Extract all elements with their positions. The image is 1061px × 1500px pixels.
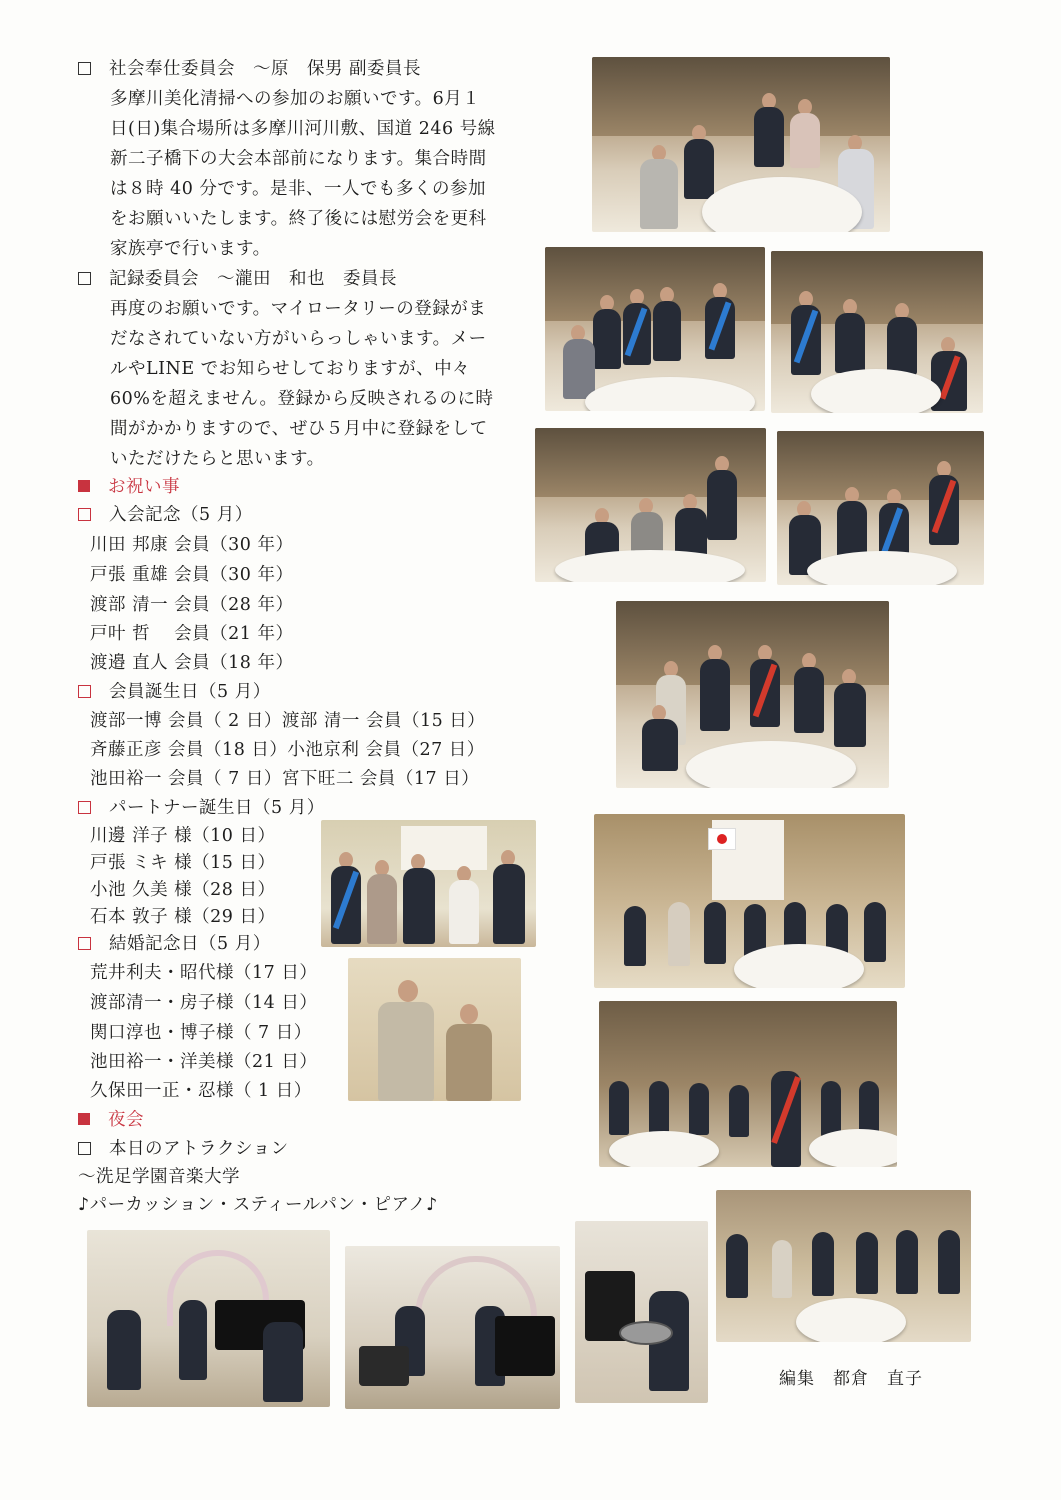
photo-party-group-4 <box>535 428 766 582</box>
photo-dance-hall-3 <box>716 1190 971 1342</box>
service-line-4: は８時 40 分です。是非、一人でも多くの参加 <box>110 179 486 199</box>
member-birthday-item: 渡部一博 会員（ 2 日）渡部 清一 会員（15 日） <box>90 711 486 731</box>
red-square-icon <box>78 480 90 492</box>
editor-credit: 編集 都倉 直子 <box>779 1369 923 1389</box>
photo-performance-2 <box>345 1246 560 1409</box>
member-birthday-item: 斉藤正彦 会員（18 日）小池京利 会員（27 日） <box>90 740 485 760</box>
record-line-5: 間がかかりますので、ぜひ５月中に登録をして <box>110 419 488 439</box>
record-committee-heading: 記録委員会 ～瀧田 和也 委員長 <box>78 264 397 294</box>
photo-dance-hall-1 <box>594 814 905 988</box>
record-line-1: 再度のお願いです。マイロータリーの登録がま <box>110 299 487 319</box>
membership-item: 渡部 清一 会員（28 年） <box>90 595 294 615</box>
service-line-2: 日(日)集合場所は多摩川河川敷、国道 246 号線 <box>110 119 496 139</box>
checkbox-icon <box>78 801 91 814</box>
photo-wedding-couple <box>348 958 521 1101</box>
record-line-4: 60%を超えません。登録から反映されるのに時 <box>110 389 494 409</box>
wedding-item: 渡部清一・房子様（14 日） <box>90 993 318 1013</box>
partner-birthday-item: 石本 敦子 様（29 日） <box>90 907 276 927</box>
service-line-6: 家族亭で行います。 <box>110 239 271 259</box>
checkbox-icon <box>78 1142 91 1155</box>
service-committee-heading: 社会奉仕委員会 ～原 保男 副委員長 <box>78 54 421 84</box>
record-line-2: だなされていない方がいらっしゃいます。メー <box>110 329 487 349</box>
member-birthday-item: 池田裕一 会員（ 7 日）宮下旺二 会員（17 日） <box>90 769 480 789</box>
photo-dance-hall-2 <box>599 1001 897 1167</box>
record-line-6: いただけたらと思います。 <box>110 449 325 469</box>
service-line-3: 新二子橋下の大会本部前になります。集合時間 <box>110 149 487 169</box>
celebration-heading: お祝い事 <box>78 472 180 502</box>
photo-party-group-5 <box>777 431 984 585</box>
attraction-heading: 本日のアトラクション <box>78 1134 289 1164</box>
wedding-heading: 結婚記念日（5 月） <box>78 929 271 959</box>
service-line-5: をお願いいたします。終了後には慰労会を更科 <box>110 209 487 229</box>
attraction-line-1: ～洗足学園音楽大学 <box>78 1167 240 1187</box>
steel-pan-drum <box>619 1321 673 1345</box>
membership-item: 戸叶 哲 会員（21 年） <box>90 624 294 644</box>
member-birthday-heading: 会員誕生日（5 月） <box>78 677 271 707</box>
partner-birthday-item: 小池 久美 様（28 日） <box>90 880 276 900</box>
red-square-icon <box>78 1113 90 1125</box>
evening-heading: 夜会 <box>78 1105 144 1135</box>
wedding-item: 池田裕一・洋美様（21 日） <box>90 1052 318 1072</box>
partner-birthday-item: 川邊 洋子 様（10 日） <box>90 826 276 846</box>
checkbox-icon <box>78 685 91 698</box>
photo-partner-birthday <box>321 820 536 947</box>
partner-birthday-heading: パートナー誕生日（5 月） <box>78 793 325 823</box>
record-line-3: ルやLINE でお知らせしておりますが、中々 <box>110 359 471 379</box>
checkbox-icon <box>78 272 91 285</box>
membership-item: 川田 邦康 会員（30 年） <box>90 535 294 555</box>
service-line-1: 多摩川美化清掃への参加のお願いです。6月１ <box>110 89 481 109</box>
checkbox-icon <box>78 937 91 950</box>
photo-performance-1 <box>87 1230 330 1407</box>
attraction-line-2: ♪パーカッション・スティールパン・ピアノ♪ <box>78 1195 438 1215</box>
photo-party-table-1 <box>592 57 890 232</box>
photo-steel-pan <box>575 1221 708 1403</box>
photo-party-group-2 <box>545 247 765 411</box>
membership-heading: 入会記念（5 月） <box>78 500 253 530</box>
wedding-item: 久保田一正・忍様（ 1 日） <box>90 1081 312 1101</box>
photo-party-group-6 <box>616 601 889 788</box>
wedding-item: 荒井利夫・昭代様（17 日） <box>90 963 318 983</box>
japan-flag <box>708 828 736 850</box>
checkbox-icon <box>78 62 91 75</box>
wedding-item: 関口淳也・博子様（ 7 日） <box>90 1023 312 1043</box>
partner-birthday-item: 戸張 ミキ 様（15 日） <box>90 853 276 873</box>
checkbox-icon <box>78 508 91 521</box>
photo-party-group-3 <box>771 251 983 413</box>
membership-item: 渡邉 直人 会員（18 年） <box>90 653 294 673</box>
membership-item: 戸張 重雄 会員（30 年） <box>90 565 294 585</box>
